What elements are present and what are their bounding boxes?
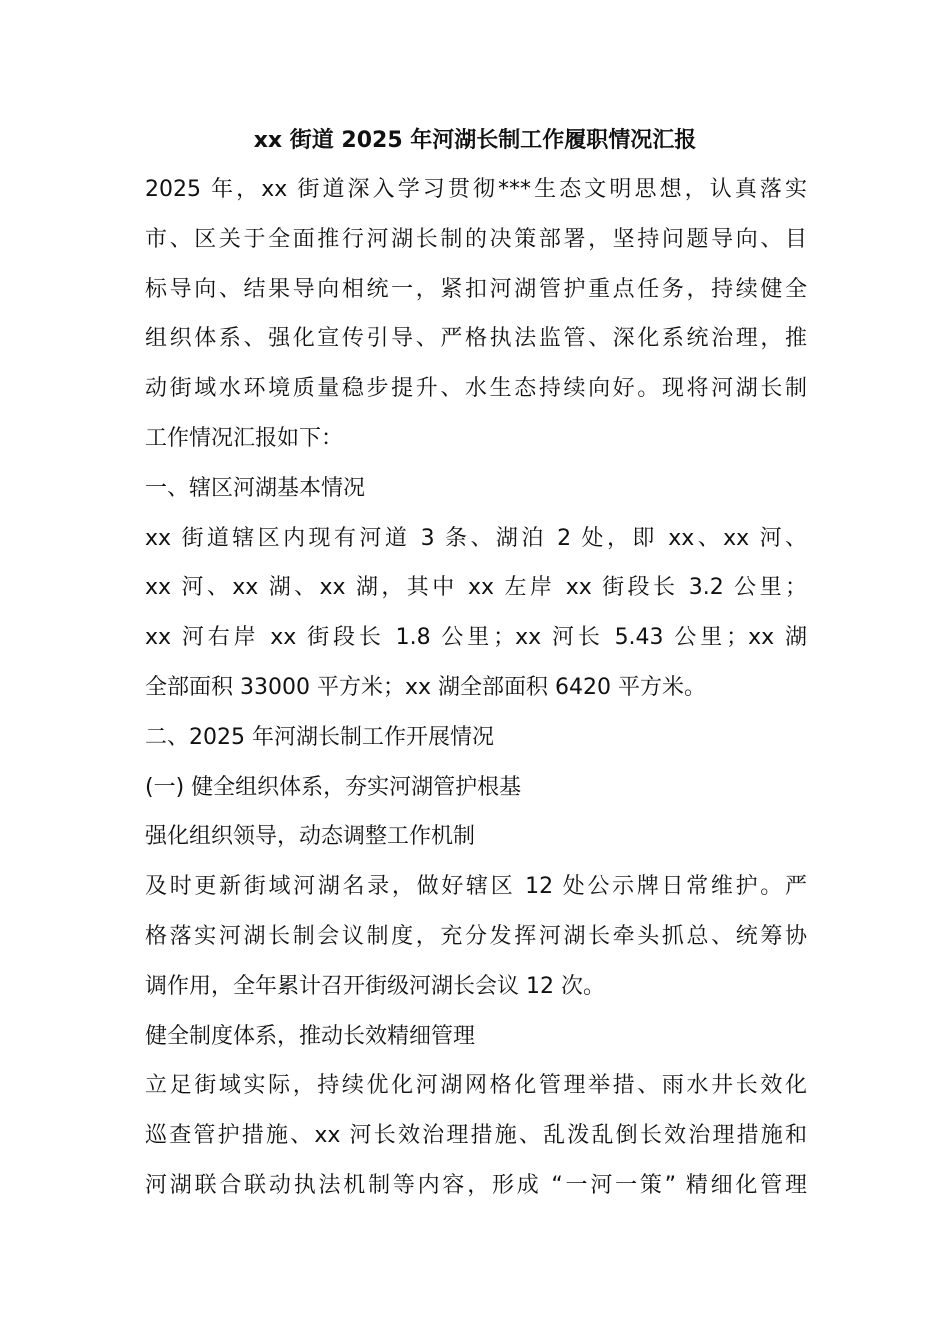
text-line: 标导向、结果导向相统一，紧扣河湖管护重点任务，持续健全 [145,276,807,302]
text-line: 全部面积 33000 平方米；xx 湖全部面积 6420 平方米。 [145,674,706,700]
text-line: 二、2025 年河湖长制工作开展情况 [145,724,494,750]
text-line: xx 河、xx 湖、xx 湖，其中 xx 左岸 xx 街段长 3.2 公里； [145,575,807,601]
text-line: (一) 健全组织体系，夯实河湖管护根基 [145,774,522,800]
document-title: xx 街道 2025 年河湖长制工作履职情况汇报 [253,128,697,153]
text-line: 市、区关于全面推行河湖长制的决策部署，坚持问题导向、目 [145,226,807,252]
text-line: 河湖联合联动执法机制等内容，形成 “一河一策” 精细化管理 [145,1172,807,1198]
text-line: 组织体系、强化宣传引导、严格执法监管、深化系统治理，推 [145,326,807,352]
text-line: 调作用，全年累计召开街级河湖长会议 12 次。 [145,973,605,999]
text-line: xx 街道辖区内现有河道 3 条、湖泊 2 处，即 xx、xx 河、 [145,525,807,551]
text-line: 及时更新街域河湖名录，做好辖区 12 处公示牌日常维护。严 [145,874,807,900]
text-line: 动街域水环境质量稳步提升、水生态持续向好。现将河湖长制 [145,376,807,402]
text-line: 2025 年，xx 街道深入学习贯彻***生态文明思想，认真落实 [145,177,807,202]
text-line: 格落实河湖长制会议制度，充分发挥河湖长牵头抓总、统筹协 [145,923,807,949]
text-line: xx 河右岸 xx 街段长 1.8 公里；xx 河长 5.43 公里；xx 湖 [145,625,807,651]
text-line: 巡查管护措施、xx 河长效治理措施、乱泼乱倒长效治理措施和 [145,1123,807,1149]
text-line: 一、辖区河湖基本情况 [145,475,366,501]
text-line: 工作情况汇报如下： [145,425,344,451]
document-body [145,165,807,1211]
text-line: 立足街域实际，持续优化河湖网格化管理举措、雨水井长效化 [145,1073,807,1099]
text-line: 健全制度体系，推动长效精细管理 [145,1023,476,1049]
text-line: 强化组织领导，动态调整工作机制 [145,824,476,850]
